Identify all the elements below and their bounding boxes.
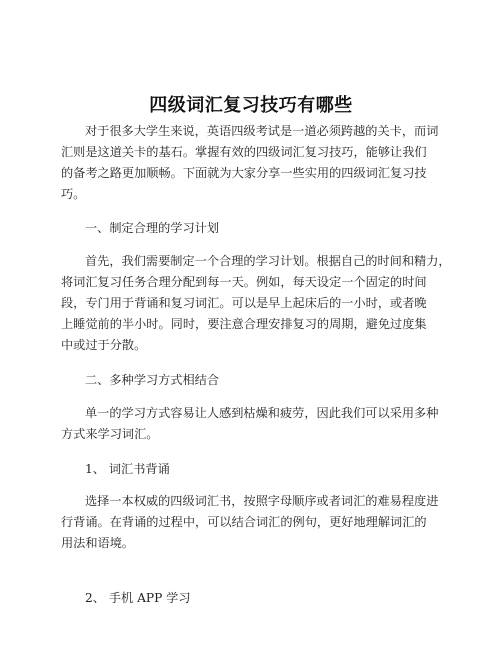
intro-line: 汇则是这道关卡的基石。掌握有效的四级词汇复习技巧，能够让我们	[61, 145, 427, 159]
section2-paragraph	[61, 403, 461, 445]
section1-paragraph	[61, 251, 461, 356]
document-title: 四级词汇复习技巧有哪些	[149, 95, 353, 116]
section1-heading: 一、制定合理的学习计划	[85, 221, 220, 235]
section2-line: 单一的学习方式容易让人感到枯燥和疲劳，因此我们可以采用多种	[85, 406, 439, 420]
section1-line: 段，专门用于背诵和复习词汇。可以是早上起床后的一小时，或者晚	[61, 296, 427, 310]
intro-line: 巧。	[61, 187, 86, 201]
section2-heading: 二、多种学习方式相结合	[85, 373, 220, 387]
section1-line: 将词汇复习任务合理分配到每一天。例如，每天设定一个固定的时间	[61, 275, 427, 289]
section1-line: 首先，我们需要制定一个合理的学习计划。根据自己的时间和精力，	[85, 254, 451, 268]
item2-heading: 2、 手机 APP 学习	[85, 591, 191, 605]
section1-line: 中或过于分散。	[61, 338, 147, 352]
section1-line: 上睡觉前的半小时。同时，要注意合理安排复习的周期，避免过度集	[61, 317, 427, 331]
intro-paragraph	[61, 121, 461, 205]
item1-line: 用法和语境。	[61, 536, 135, 550]
section2-line: 方式来学习词汇。	[61, 427, 159, 441]
item1-line: 行背诵。在背诵的过程中，可以结合词汇的例句，更好地理解词汇的	[61, 515, 427, 529]
intro-line: 对于很多大学生来说，英语四级考试是一道必须跨越的关卡，而词	[85, 124, 439, 138]
intro-line: 的备考之路更加顺畅。下面就为大家分享一些实用的四级词汇复习技	[61, 166, 427, 180]
item1-paragraph	[61, 491, 461, 554]
item1-heading: 1、 词汇书背诵	[85, 462, 170, 476]
item1-line: 选择一本权威的四级词汇书，按照字母顺序或者词汇的难易程度进	[85, 494, 439, 508]
